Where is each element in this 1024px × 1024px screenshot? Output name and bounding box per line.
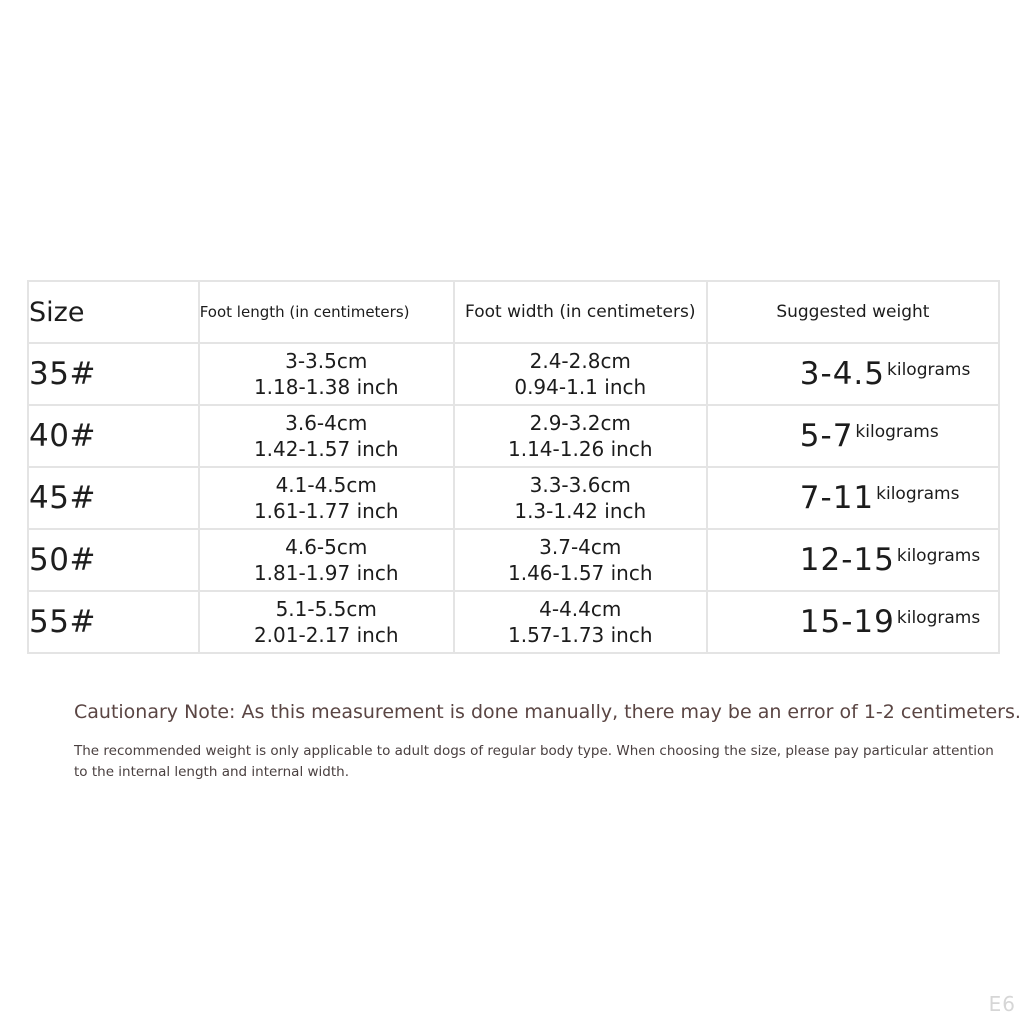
cautionary-note: Cautionary Note: As this measurement is done manually, there may be an error of 1-2 centimeters. (74, 701, 1021, 723)
table-row (28, 467, 999, 529)
foot-width-cell (454, 529, 707, 591)
header-suggested-weight: Suggested weight (707, 281, 999, 343)
width-cm: 3.3-3.6cm (529, 473, 631, 497)
foot-length-cell (199, 343, 454, 405)
foot-length-cell (199, 405, 454, 467)
weight-range: 15-19 (799, 604, 895, 640)
width-inch: 1.57-1.73 inch (507, 623, 653, 647)
width-cm: 4-4.4cm (539, 597, 622, 621)
width-cm: 3.7-4cm (539, 535, 622, 559)
weight-range: 7-11 (799, 480, 875, 516)
size-value: 45# (28, 467, 199, 529)
width-inch: 1.3-1.42 inch (514, 499, 647, 523)
weight-range: 5-7 (799, 418, 854, 454)
length-inch: 2.01-2.17 inch (253, 623, 399, 647)
foot-width-cell (454, 591, 707, 653)
foot-length-cell (199, 529, 454, 591)
width-cm: 2.4-2.8cm (529, 349, 631, 373)
weight-unit: kilograms (896, 608, 981, 628)
weight-unit: kilograms (876, 484, 960, 504)
foot-width-cell (454, 405, 707, 467)
weight-cell (707, 467, 999, 529)
length-cm: 3.6-4cm (285, 411, 368, 435)
width-inch: 1.46-1.57 inch (507, 561, 653, 585)
length-cm: 4.1-4.5cm (275, 473, 377, 497)
length-cm: 5.1-5.5cm (275, 597, 377, 621)
weight-range: 3-4.5 (799, 356, 885, 392)
table-row (28, 591, 999, 653)
weight-cell (707, 405, 999, 467)
watermark: E6 (988, 992, 1016, 1016)
header-size: Size (28, 281, 199, 343)
width-inch: 0.94-1.1 inch (514, 375, 647, 399)
weight-cell (707, 591, 999, 653)
foot-length-cell (199, 591, 454, 653)
size-chart-table (27, 280, 1000, 654)
width-cm: 2.9-3.2cm (529, 411, 631, 435)
size-value: 40# (28, 405, 199, 467)
weight-cell (707, 529, 999, 591)
table-row (28, 343, 999, 405)
size-value: 55# (28, 591, 199, 653)
size-value: 35# (28, 343, 199, 405)
length-inch: 1.61-1.77 inch (253, 499, 399, 523)
weight-cell (707, 343, 999, 405)
table-row (28, 529, 999, 591)
header-foot-length: Foot length (in centimeters) (199, 281, 454, 343)
weight-applicability-note: The recommended weight is only applicable to adult dogs of regular body type. When choosing the size, please pay particular attention to the internal length and internal width. (74, 743, 994, 780)
weight-unit: kilograms (855, 422, 939, 442)
length-cm: 3-3.5cm (285, 349, 368, 373)
table-row (28, 405, 999, 467)
length-inch: 1.81-1.97 inch (253, 561, 399, 585)
length-inch: 1.42-1.57 inch (253, 437, 399, 461)
width-inch: 1.14-1.26 inch (507, 437, 653, 461)
foot-width-cell (454, 467, 707, 529)
length-cm: 4.6-5cm (285, 535, 368, 559)
weight-range: 12-15 (799, 542, 895, 578)
foot-width-cell (454, 343, 707, 405)
weight-unit: kilograms (887, 360, 971, 380)
header-foot-width: Foot width (in centimeters) (454, 281, 707, 343)
size-value: 50# (28, 529, 199, 591)
length-inch: 1.18-1.38 inch (253, 375, 399, 399)
table-header-row (28, 281, 999, 343)
foot-length-cell (199, 467, 454, 529)
weight-unit: kilograms (896, 546, 981, 566)
